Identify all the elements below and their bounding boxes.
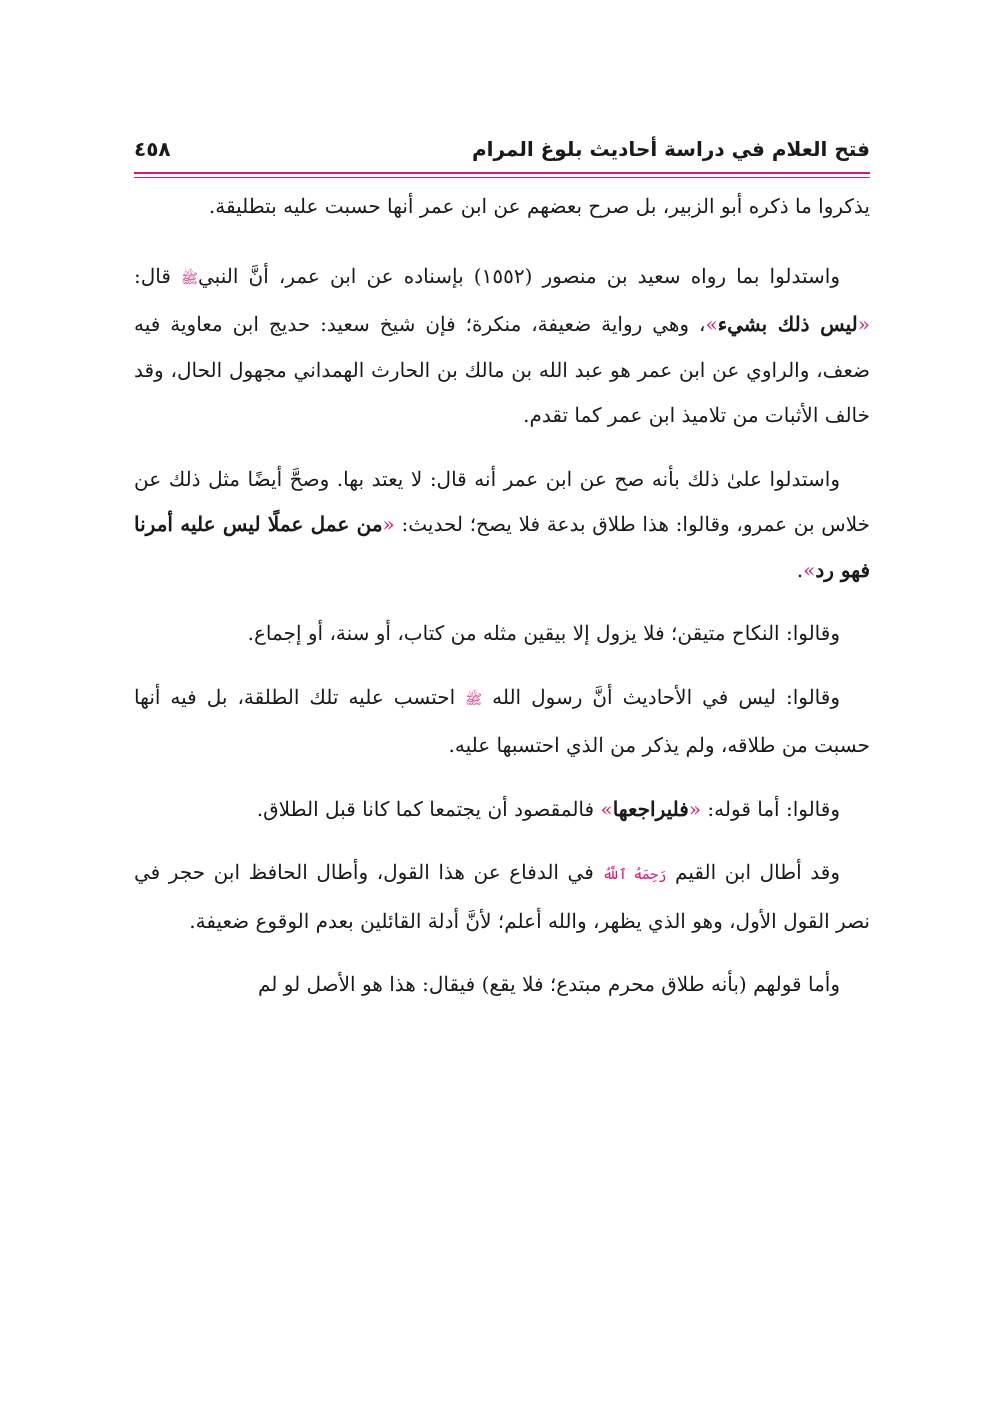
page-body <box>134 184 870 1008</box>
header-rule-thin <box>134 177 870 178</box>
salawat-glyph: ﷺ <box>181 270 198 287</box>
rahimahullah-glyph: رَحِمَهُ ٱللَّهُ <box>602 867 667 883</box>
hadith-text: ليس ذلك بشيء <box>717 312 858 336</box>
book-title: فتح العلام في دراسة أحاديث بلوغ المرام <box>471 137 870 161</box>
header-rule <box>134 172 870 174</box>
paragraph-2: واستدلوا بما رواه سعيد بن منصور (١٥٥٢) بإسناده عن ابن عمر، أنَّ النبيﷺ قال: «ليس ذلك بشيء»، وهي رواية ضعيفة، منكرة؛ فإن شيخ سعيد: حديج ابن معاوية فيه ضعف، والراوي عن ابن عمر هو عبد الله بن مالك بن الحارث الهمداني مجهول الحال، وقد خالف الأثبات من تلاميذ ابن عمر كما تقدم. <box>134 263 871 427</box>
quote-close: » <box>600 796 613 821</box>
paragraph-8: وأما قولهم (بأنه طلاق محرم مبتدع؛ فلا يقع) فيقال: هذا هو الأصل لو لم <box>257 972 840 996</box>
quote-open: « <box>382 512 395 536</box>
page-number: ٤٥٨ <box>134 137 171 161</box>
quote-open: « <box>688 796 702 821</box>
document-page <box>134 120 870 1008</box>
quote-close: » <box>705 312 718 336</box>
quote-close: » <box>803 557 816 582</box>
hadith-text: فليراجعها <box>612 796 689 821</box>
paragraph-3: واستدلوا علىٰ ذلك بأنه صح عن ابن عمر أنه قال: لا يعتد بها. وصحَّ أيضًا مثل ذلك عن خلاس بن عمرو، وقالوا: هذا طلاق بدعة فلا يصح؛ لحديث: «من عمل عملًا ليس عليه أمرنا فهو رد». <box>134 466 870 582</box>
paragraph-6: وقالوا: أما قوله: «فليراجعها» فالمقصود أن يجتمعا كما كانا قبل الطلاق. <box>256 796 840 821</box>
paragraph-4: وقالوا: النكاح متيقن؛ فلا يزول إلا بيقين مثله من كتاب، أو سنة، أو إجماع. <box>247 621 840 645</box>
paragraph-1: يذكروا ما ذكره أبو الزبير، بل صرح بعضهم عن ابن عمر أنها حسبت عليه بتطليقة. <box>208 194 870 218</box>
salawat-glyph: ﷺ <box>465 691 483 708</box>
running-header <box>134 120 870 164</box>
quote-open: « <box>857 312 871 336</box>
hadith-text: من عمل عملًا ليس عليه أمرنا فهو رد <box>134 512 870 582</box>
paragraph-5: وقالوا: ليس في الأحاديث أنَّ رسول الله ﷺ احتسب عليه تلك الطلقة، بل فيه أنها حسبت من طلاقه، ولم يذكر من الذي احتسبها عليه. <box>134 684 870 757</box>
paragraph-7: وقد أطال ابن القيم رَحِمَهُ ٱللَّهُ في الدفاع عن هذا القول، وأطال الحافظ ابن حجر في نصر القول الأول، وهو الذي يظهر، والله أعلم؛ لأنَّ أدلة القائلين بعدم الوقوع ضعيفة. <box>134 860 870 933</box>
